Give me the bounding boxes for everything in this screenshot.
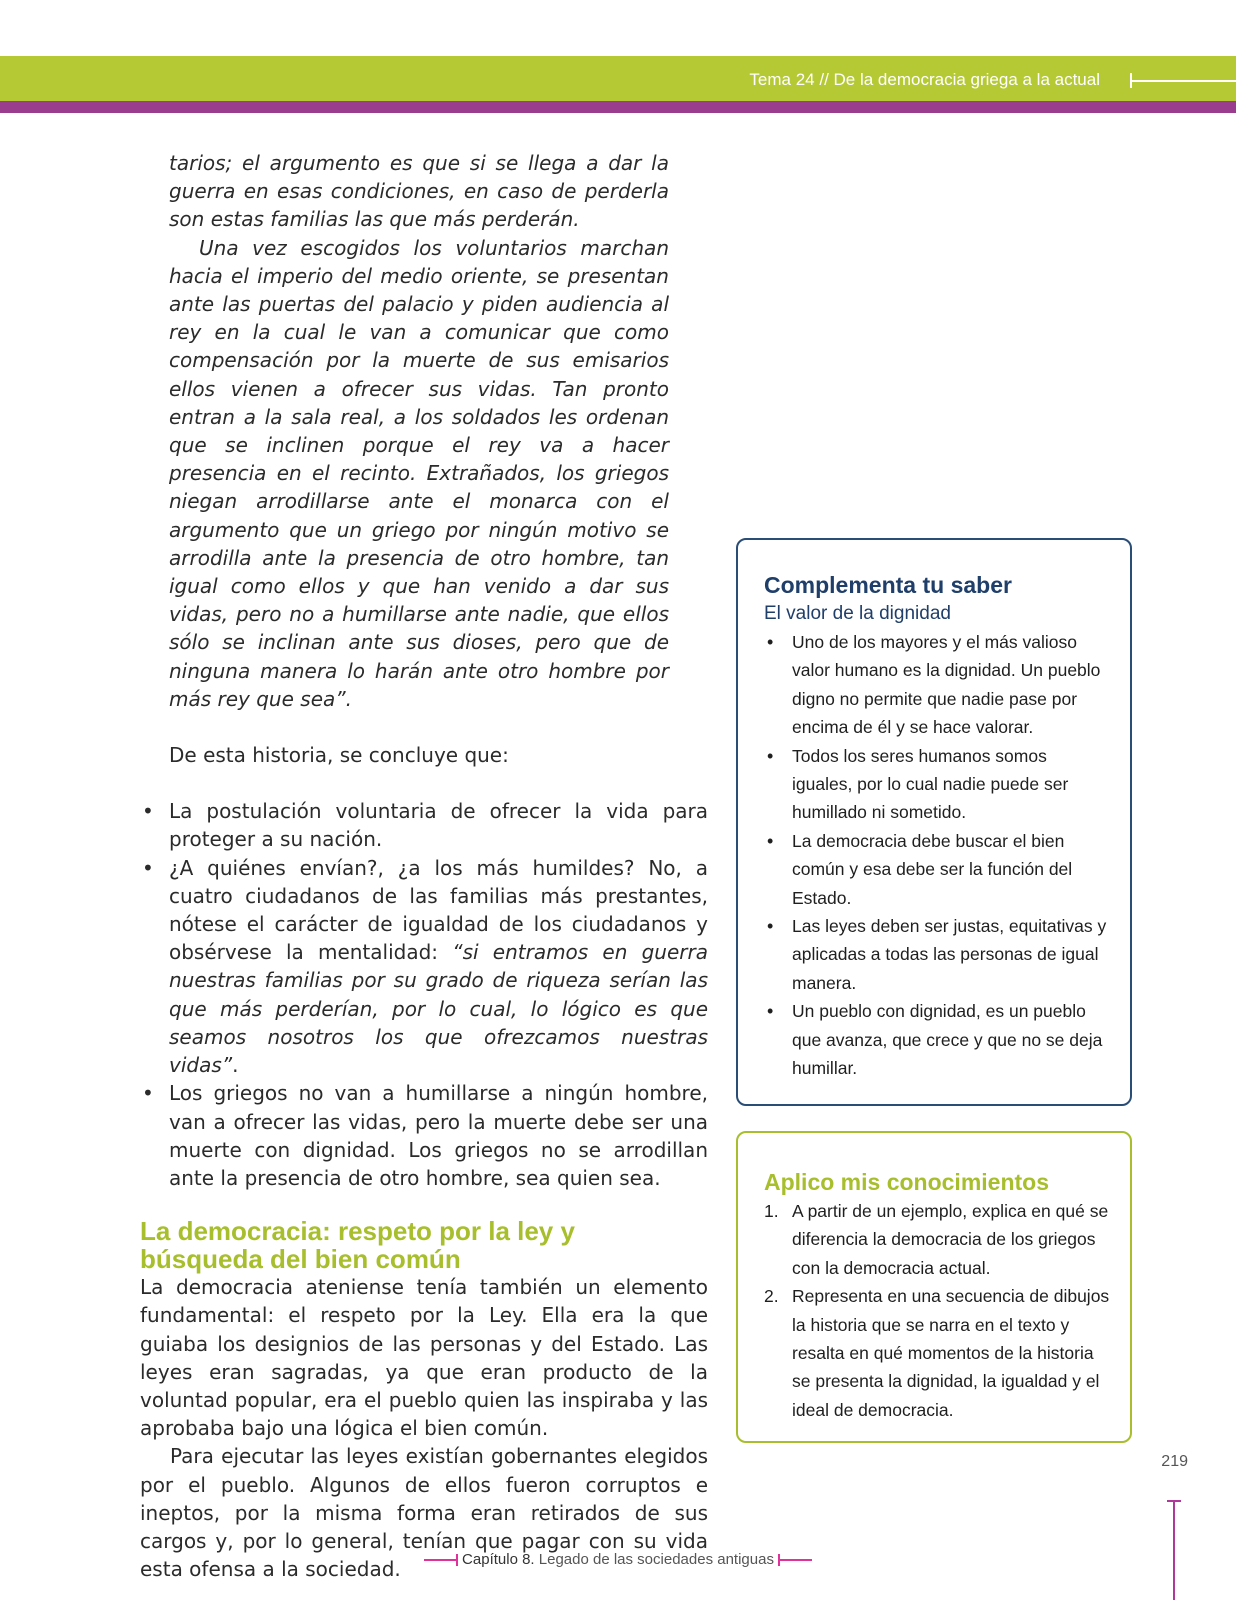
footer (0, 1551, 1236, 1568)
complementa-content (764, 570, 1112, 1083)
footer-chapter-label: Capítulo 8. (462, 1551, 535, 1568)
complementa-subtitle: El valor de la dignidad (764, 603, 951, 624)
list-item (140, 797, 708, 853)
section-paragraph-1: La democracia ateniense tenía también un elemento fundamental: el respeto por la Ley. Ella era la que guiaba los designios de las personas y del Estado. Las leyes eran sagradas, ya que eran producto de la voluntad popular, era el pueblo quien las inspiraba y las aprobaba bajo una lógica el bien común. (140, 1275, 708, 1441)
list-item (764, 1197, 1112, 1282)
complementa-title: Complementa tu saber (764, 572, 1012, 598)
aplico-box (736, 1131, 1132, 1443)
list-item-text: Los griegos no van a humillarse a ningún hombre, van a ofrecer las vidas, pero la muerte debe ser una muerte con dignidad. Los griegos no se arrodillan ante la presencia de otro hombre, sea quien sea. (169, 1081, 708, 1190)
footer-marker-left (424, 1559, 458, 1561)
section-paragraph-2: Para ejecutar las leyes existían gobernantes elegidos por el pueblo. Algunos de ellos fueron corruptos e ineptos, por la misma forma eran retirados de sus cargos y, por lo general, tenían que pagar con su vida esta ofensa a la sociedad. (140, 1444, 708, 1582)
topic-header: Tema 24 // De la democracia griega a la actual (749, 70, 1100, 89)
conclusion-list (140, 797, 708, 1192)
list-item: • Un pueblo con dignidad, es un pueblo que avanza, que crece y que no se deja humillar. (764, 997, 1112, 1082)
list-item-end: . (232, 1053, 239, 1078)
quote-paragraph-2: Una vez escogidos los voluntarios marchan hacia el imperio del medio oriente, se presentan ante las puertas del palacio y piden audiencia al rey en la cual le van a comunicar que como compensación por la muerte de sus emisarios ellos vienen a ofrecer sus vidas. Tan pronto entran a la sala real, a los soldados les ordenan que se inclinen porque el rey va a hacer presencia en el recinto. Extrañados, los griegos niegan arrodillarse ante el monarca con el argumento que un griego por ningún motivo se arrodilla ante la presencia de otro hombre, tan igual como ellos y que han venido a dar sus vidas, pero no a humillarse ante nadie, que ellos sólo se inclinan ante sus dioses, pero que de ninguna manera lo harán ante otro hombre por más rey que sea”. (169, 235, 669, 711)
aplico-title: Aplico mis conocimientos (764, 1169, 1049, 1195)
complementa-box (736, 538, 1132, 1106)
list-item-text: La postulación voluntaria de ofrecer la vida para proteger a su nación. (169, 799, 708, 852)
conclusion-intro: De esta historia, se concluye que: (169, 743, 509, 768)
list-item (140, 854, 708, 1080)
footer-chapter-title: Legado de las sociedades antiguas (538, 1551, 774, 1568)
list-item (140, 1079, 708, 1192)
quote-paragraph-1: tarios; el argumento es que si se llega a dar la guerra en esas condiciones, en caso de perderla son estas familias las que más perderán. (169, 151, 669, 232)
list-item-text: ¿A quiénes envían?, ¿a los más humildes? No, a cuatro ciudadanos de las familias más prestantes, nótese el carácter de igualdad de los ciudadanos y obsérvese la mentalidad: (169, 855, 708, 965)
list-item: • Todos los seres humanos somos iguales, por lo cual nadie puede ser humillado ni sometido. (764, 742, 1112, 827)
spacer (140, 769, 708, 797)
section-title (140, 1218, 708, 1273)
list-item-quote: “si entramos en guerra nuestras familias por su grado de riqueza serían las que más perderían, por lo cual, lo lógico es que seamos nosotros los que ofrezcamos nuestras vidas” (169, 940, 708, 1078)
item-number: 1. (764, 1201, 779, 1221)
item-text: Representa en una secuencia de dibujos la historia que se narra en el texto y resalta en qué momentos de la historia se presenta la dignidad, la igualdad y el ideal de democracia. (792, 1286, 1110, 1420)
list-item: • Las leyes deben ser justas, equitativas y aplicadas a todas las personas de igual manera. (764, 912, 1112, 997)
list-item: • Uno de los mayores y el más valioso valor humano es la dignidad. Un pueblo digno no permite que nadie pase por encima de él y se hace valorar. (764, 628, 1112, 742)
section-title-line-2: búsqueda del bien común (140, 1243, 461, 1274)
main-column (140, 149, 708, 1583)
aplico-list (764, 1197, 1112, 1424)
list-item: • La democracia debe buscar el bien común y esa debe ser la función del Estado. (764, 827, 1112, 912)
section-title-line-1: La democracia: respeto por la ley y (140, 1216, 575, 1247)
side-rule (1173, 1500, 1175, 1600)
header-stripe (0, 101, 1236, 113)
footer-marker-right (778, 1559, 812, 1561)
spacer (140, 713, 708, 741)
page-number: 219 (1161, 1453, 1188, 1470)
header-rule (1130, 80, 1236, 82)
complementa-list (764, 628, 1112, 1083)
item-text: A partir de un ejemplo, explica en qué se diferencia la democracia de los griegos con la democracia actual. (792, 1201, 1109, 1278)
list-item (764, 1282, 1112, 1424)
aplico-content (764, 1167, 1112, 1424)
item-number: 2. (764, 1286, 779, 1307)
